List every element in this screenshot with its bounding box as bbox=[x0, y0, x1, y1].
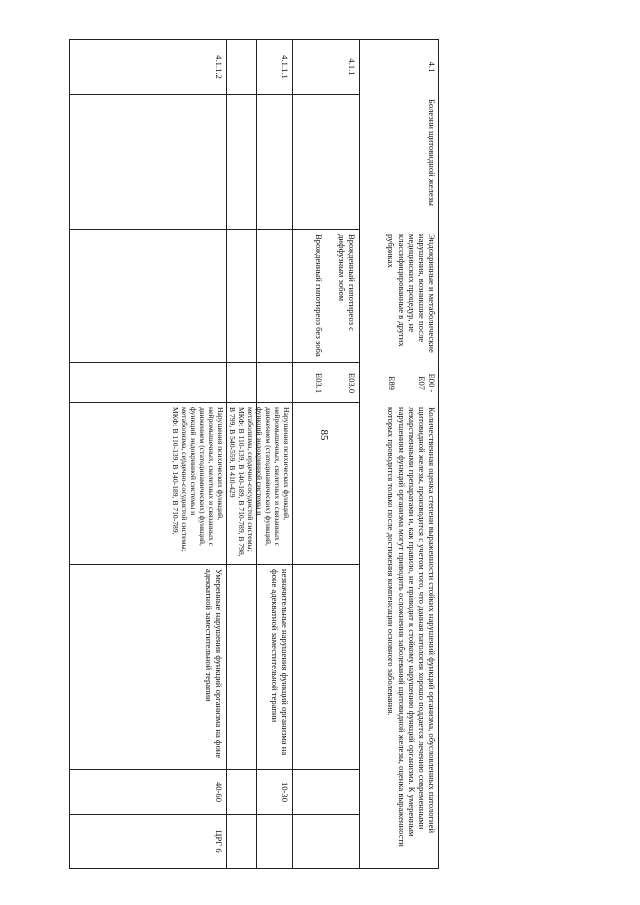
disease-name-cell: Врожденный гипотиреоз без зоба bbox=[314, 234, 324, 357]
description-cell: Количественная оценка степени выраженности стойких нарушений функций организма, обусловленных патологией щитовидной железы, производится с учетом того, что данная патология хорошо поддается лечению современными лекарственными препаратами и, как правило, не приводит к стойкому нарушению функций организма. К умеренным нарушениям функций организма могут приводить осложнения заболеваний щитовидной железы, оценка выраженности которых проводится только после достижения компенсации основного заболевания. bbox=[386, 407, 437, 847]
disease-name-cell: Врожденный гипотиреоз с диффузным зобом bbox=[336, 234, 357, 331]
mkb-code-cell: E89 bbox=[387, 376, 397, 390]
mkb-code-cell: E03.0 bbox=[347, 372, 357, 394]
disease-name-cell: Эндокринные и метаболические нарушения, возникшие после медицинских процедур, не классифицированные в других рубриках bbox=[386, 234, 437, 353]
mkb-code-cell: E03.1 bbox=[314, 372, 324, 394]
note-cell bbox=[226, 815, 292, 868]
rotated-page-content bbox=[69, 39, 439, 869]
code-cell: 4.1 bbox=[427, 61, 437, 73]
classification-table bbox=[69, 39, 439, 869]
page-number: 85 bbox=[318, 429, 330, 441]
function-cell: Нарушения психических функций, нейромышечных, скелетных и связанных с движением (статодинамических) функций, функций эндокринной системы и метаболизма, сердечно-сосудистой системы; МКФ: B 110-139, B 140-189, B 710-789, bbox=[171, 407, 225, 552]
note-cell: ЦРГ 6 bbox=[214, 830, 224, 853]
criteria-cell: Умеренные нарушения функций организма на фоне адекватной заместительной терапии bbox=[203, 569, 224, 759]
code-cell: 4.1.1 bbox=[347, 58, 357, 76]
percent-cell: 40-60 bbox=[214, 781, 224, 803]
code-cell: 4.1.1.1 bbox=[280, 55, 290, 79]
group-cell: Болезни щитовидной железы bbox=[427, 99, 437, 206]
percent-cell: 10-30 bbox=[280, 781, 290, 803]
function-cell: Нарушения психических функций, нейромышечных, скелетных и связанных с движением (статодинамических) функций, функций эндокринной системы и метаболизма, сердечно-сосудистой системы; МКФ: B 110-139, B 140-189, B 710-789, B 798, B 799, B 540-559, B 410-429 bbox=[228, 407, 291, 557]
code-cell: 4.1.1.2 bbox=[214, 55, 224, 79]
criteria-cell: незначительные нарушения функций организма на фоне адекватной заместительной терапии bbox=[269, 569, 290, 756]
mkb-code-cell: E00 - E07 bbox=[416, 373, 437, 393]
